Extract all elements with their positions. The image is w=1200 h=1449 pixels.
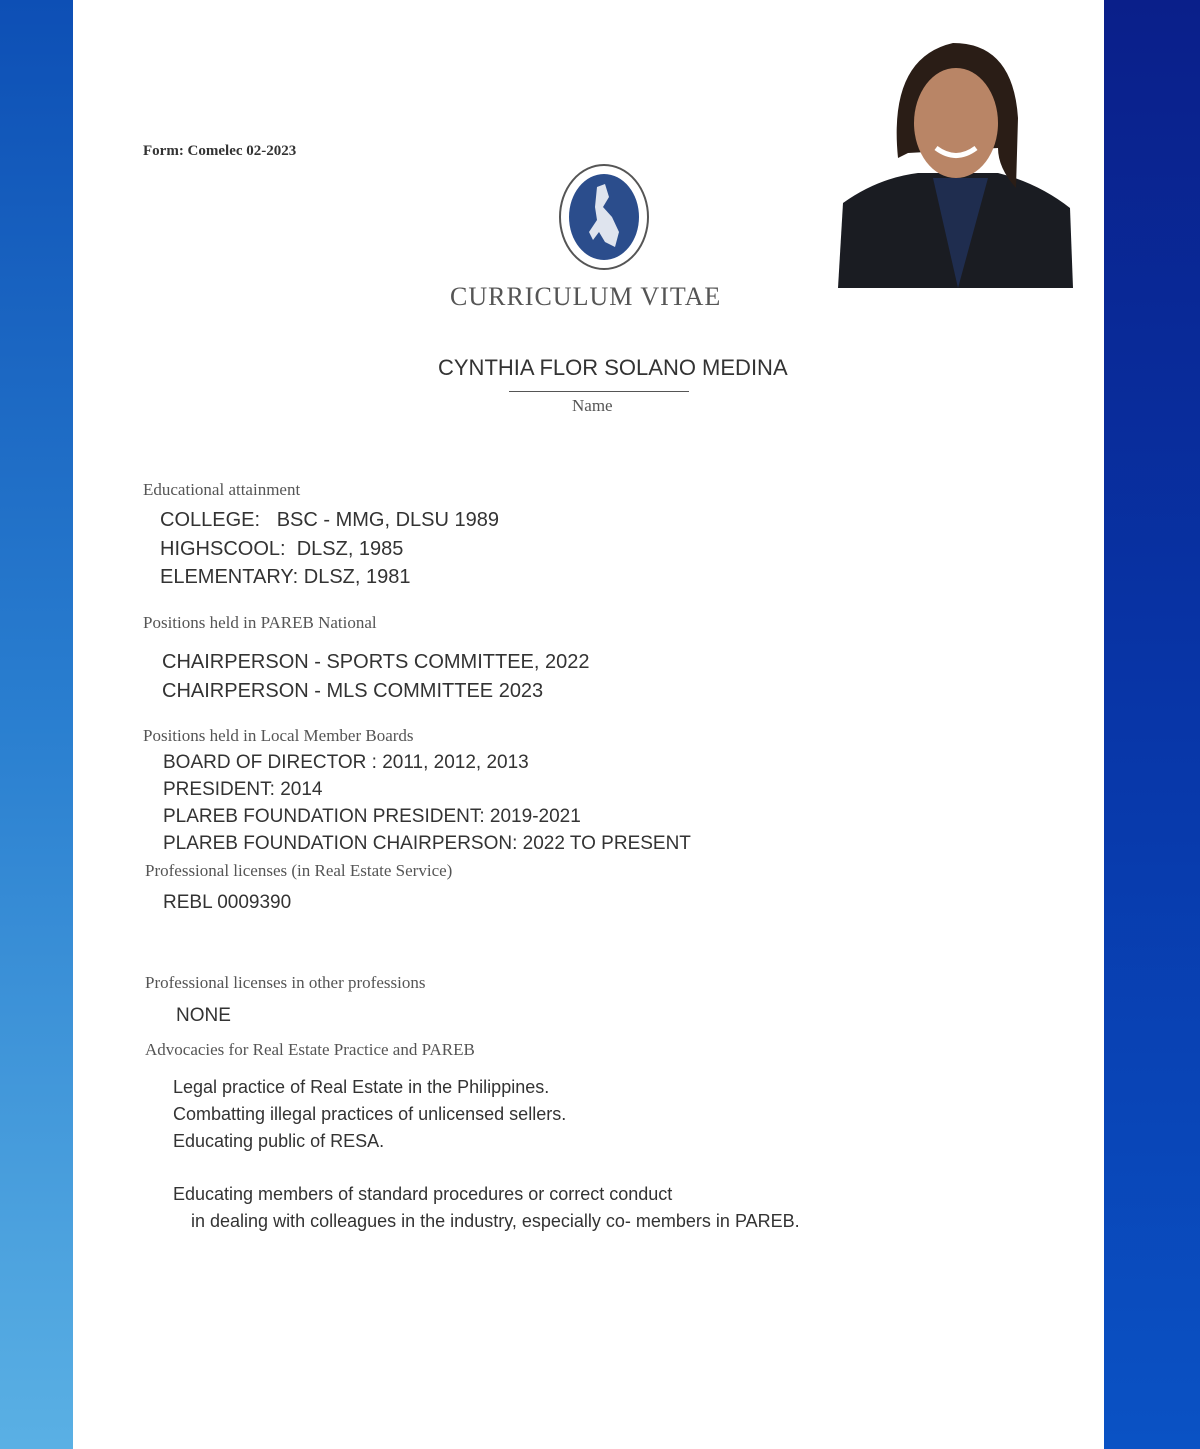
local-list (163, 749, 691, 857)
list-item: Combatting illegal practices of unlicensed sellers. (173, 1104, 567, 1124)
form-label: Form: Comelec 02-2023 (143, 143, 297, 159)
list-item: HIGHSCOOL: DLSZ, 1985 (160, 537, 404, 560)
list-item: PLAREB FOUNDATION PRESIDENT: 2019-2021 (163, 806, 581, 827)
name-underline (509, 391, 689, 392)
cv-page (73, 0, 1104, 1449)
list-item: PRESIDENT: 2014 (163, 779, 323, 800)
list-item: in dealing with colleagues in the industry, especially co- members in PAREB. (191, 1211, 800, 1231)
licenses-other-heading: Professional licenses in other professions (145, 973, 426, 992)
licenses-re-heading: Professional licenses (in Real Estate Service) (145, 861, 453, 880)
name-label: Name (572, 396, 613, 415)
list-item: ELEMENTARY: DLSZ, 1981 (160, 566, 411, 588)
list-item: PLAREB FOUNDATION CHAIRPERSON: 2022 TO PRESENT (163, 833, 691, 854)
list-item: CHAIRPERSON - SPORTS COMMITTEE, 2022 (162, 651, 590, 673)
education-list (160, 506, 499, 592)
advocacies-heading: Advocacies for Real Estate Practice and PAREB (145, 1040, 475, 1059)
list-item: Educating members of standard procedures or correct conduct (173, 1184, 673, 1204)
pareb-logo (557, 162, 651, 277)
list-item: Educating public of RESA. (173, 1131, 385, 1151)
education-heading: Educational attainment (143, 480, 301, 499)
national-list (162, 648, 590, 705)
local-heading: Positions held in Local Member Boards (143, 726, 414, 745)
advocacies-list (173, 1074, 800, 1235)
license-item: REBL 0009390 (163, 892, 292, 913)
background-right (1104, 0, 1200, 1449)
document-title: CURRICULUM VITAE (450, 282, 722, 311)
list-item: COLLEGE: BSC - MMG, DLSU 1989 (160, 509, 499, 531)
license-item: NONE (176, 1005, 231, 1026)
candidate-photo (838, 38, 1073, 288)
list-item: Legal practice of Real Estate in the Philippines. (173, 1077, 550, 1097)
candidate-name: CYNTHIA FLOR SOLANO MEDINA (438, 355, 788, 380)
national-heading: Positions held in PAREB National (143, 613, 377, 632)
list-item: BOARD OF DIRECTOR : 2011, 2012, 2013 (163, 752, 529, 773)
list-item: CHAIRPERSON - MLS COMMITTEE 2023 (162, 679, 544, 702)
